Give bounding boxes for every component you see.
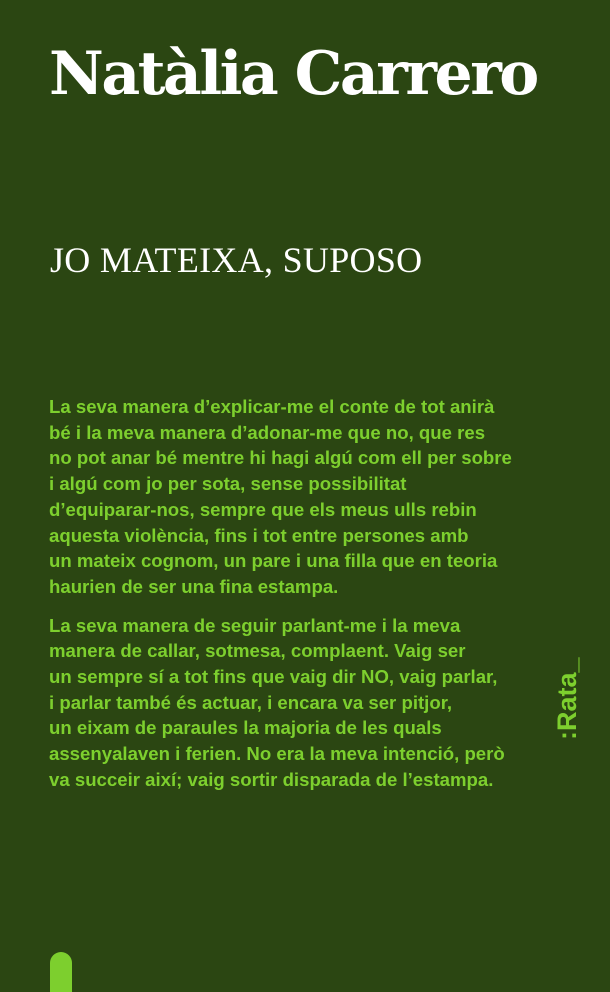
- blurb-line: va succeir així; vaig sortir disparada de l’estampa.: [49, 768, 494, 790]
- blurb-line: assenyalaven i ferien. No era la meva intenció, però: [49, 743, 505, 765]
- blurb-line: manera de callar, sotmesa, complaent. Vaig ser: [49, 640, 466, 662]
- blurb-text: [49, 394, 519, 793]
- publisher-logo: :Rata_: [552, 657, 582, 740]
- blurb-line: no pot anar bé mentre hi hagi algú com ell per sobre: [49, 447, 512, 469]
- blurb-line: aquesta violència, fins i tot entre persones amb: [49, 524, 469, 546]
- blurb-line: bé i la meva manera d’adonar-me que no, que res: [49, 421, 486, 443]
- blurb-line: i algú com jo per sota, sense possibilitat: [49, 473, 407, 495]
- blurb-line: un eixam de paraules la majoria de les quals: [49, 717, 442, 739]
- blurb-line: i parlar també és actuar, i encara va ser pitjor,: [49, 691, 453, 713]
- blurb-line: La seva manera d’explicar-me el conte de tot anirà: [49, 396, 495, 417]
- blurb-line: un mateix cognom, un pare i una filla que en teoria: [49, 550, 498, 572]
- bookmark-tab: [50, 952, 72, 992]
- blurb-line: d’equiparar-nos, sempre que els meus ulls rebin: [49, 498, 477, 520]
- blurb-paragraph-2: [49, 613, 519, 793]
- blurb-paragraph-1: [49, 394, 519, 600]
- blurb-line: La seva manera de seguir parlant-me i la meva: [49, 614, 461, 636]
- blurb-line: un sempre sí a tot fins que vaig dir NO, vaig parlar,: [49, 666, 498, 688]
- book-title: JO MATEIXA, SUPOSO: [50, 240, 423, 280]
- blurb-line: haurien de ser una fina estampa.: [49, 575, 339, 597]
- author-name: Natàlia Carrero: [49, 39, 537, 109]
